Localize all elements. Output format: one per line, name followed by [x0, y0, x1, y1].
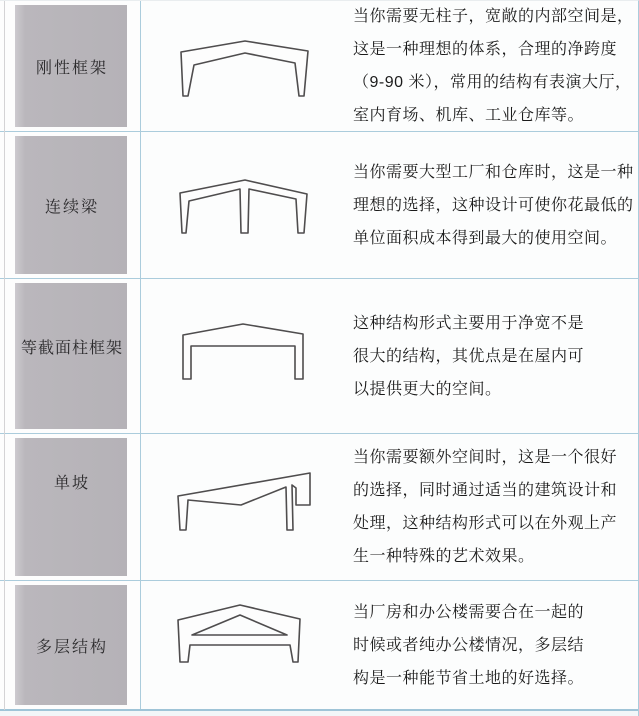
row-description: 当你需要额外空间时，这是一个很好 的选择，同时通过适当的建筑设计和 处理，这种结构形式可以在外观上产 生一种特殊的艺术效果。 — [353, 449, 618, 565]
diagram-cell — [141, 434, 345, 580]
row-label: 连续梁 — [44, 198, 99, 216]
row-label: 等截面柱框架 — [20, 339, 123, 357]
diagram-cell — [141, 279, 345, 433]
row-description: 当你需要大型工厂和仓库时，这是一种 理想的选择，这种设计可使你花最低的 单位面积成本得到最大的使用空间。 — [353, 163, 634, 247]
description-cell — [345, 1, 638, 131]
diagram-cell — [141, 581, 345, 709]
row-label: 刚性框架 — [35, 59, 108, 77]
uniform-section-column-frame-diagram — [175, 320, 311, 384]
continuous-beam-diagram — [175, 173, 311, 237]
bottom-margin-strip — [0, 711, 638, 716]
label-block — [15, 283, 127, 429]
rigid-frame-diagram — [175, 34, 311, 98]
label-block — [15, 136, 127, 274]
description-cell — [345, 434, 638, 580]
label-cell — [0, 279, 141, 433]
table-row-single-slope — [0, 434, 638, 581]
label-block — [15, 438, 127, 576]
label-cell — [0, 434, 141, 580]
row-description: 这种结构形式主要用于净宽不是 很大的结构，其优点是在屋内可 以提供更大的空间。 — [353, 314, 585, 398]
label-cell — [0, 581, 141, 709]
row-description: 当你需要无柱子，宽敞的内部空间是， 这是一种理想的体系，合理的净跨度 （9-90 米），常用的结构有表演大厅， 室内育场、机库、工业仓库等。 — [353, 8, 634, 124]
multi-storey-structure-diagram — [175, 602, 311, 666]
description-cell — [345, 132, 638, 278]
table-row-rigid-frame — [0, 1, 638, 132]
description-cell — [345, 279, 638, 433]
label-block — [15, 5, 127, 127]
diagram-cell — [141, 132, 345, 278]
table-row-uniform-section-column-frame — [0, 279, 638, 434]
row-label: 多层结构 — [35, 638, 108, 656]
row-label: 单坡 — [53, 474, 90, 492]
label-cell — [0, 132, 141, 278]
diagram-cell — [141, 1, 345, 131]
table-body — [0, 1, 638, 711]
description-cell — [345, 581, 638, 709]
table-row-multi-storey-structure — [0, 581, 638, 711]
label-cell — [0, 1, 141, 131]
label-block — [15, 585, 127, 705]
table-row-continuous-beam — [0, 132, 638, 279]
single-slope-diagram — [175, 470, 311, 534]
row-description: 当厂房和办公楼需要合在一起的 时候或者纯办公楼情况，多层结 构是一种能节省土地的好选择。 — [353, 603, 585, 687]
